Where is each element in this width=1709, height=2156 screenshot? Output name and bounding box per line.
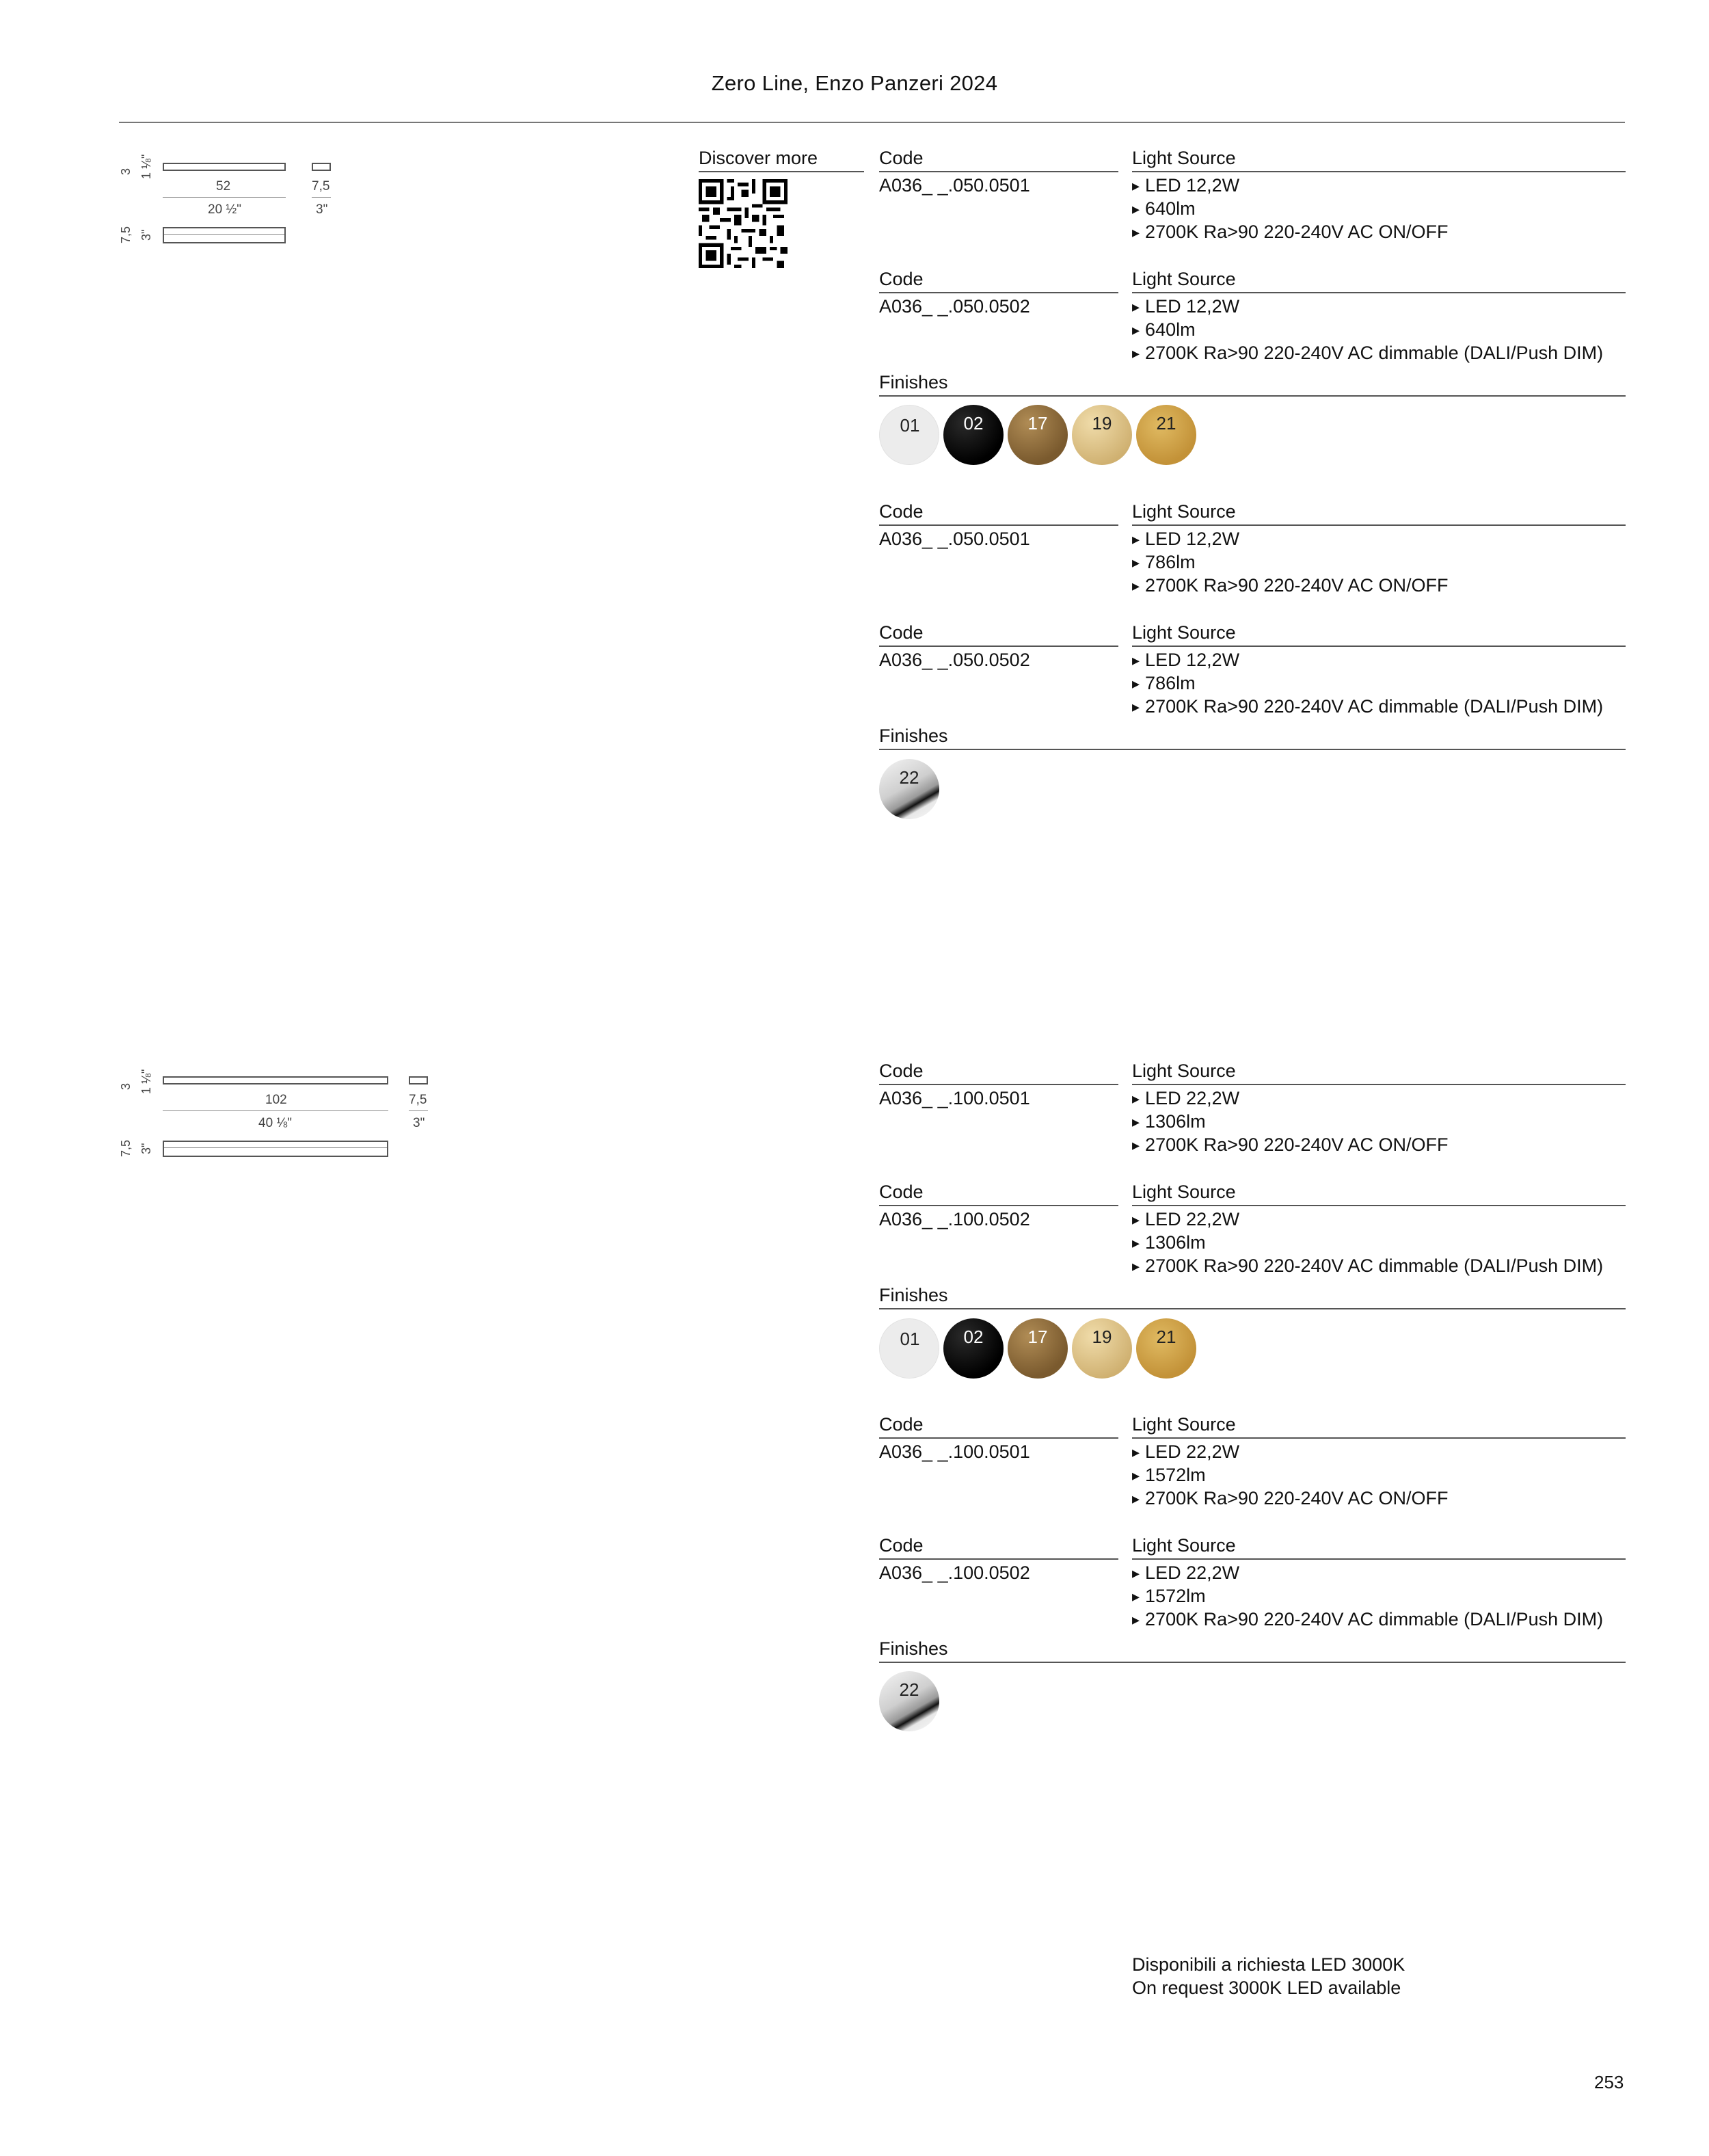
dim-height-in: 1 ⅛" bbox=[139, 154, 153, 179]
finish-swatch-21[interactable] bbox=[1136, 405, 1196, 465]
dim-depth-cm: 7,5 bbox=[312, 179, 330, 194]
dim-line bbox=[312, 197, 331, 198]
lumen-output: ▸ 1572lm bbox=[1132, 1584, 1206, 1609]
dim-depth-in: 3" bbox=[316, 202, 328, 217]
finishes-label: Finishes bbox=[879, 1285, 948, 1305]
discover-divider bbox=[699, 171, 864, 172]
fixture-top-view bbox=[163, 1076, 388, 1084]
divider bbox=[879, 524, 1118, 526]
dim-line bbox=[163, 197, 286, 198]
finish-swatch-label: 19 bbox=[1092, 413, 1112, 434]
light-spec: ▸ 2700K Ra>90 220-240V AC ON/OFF bbox=[1132, 1487, 1449, 1511]
product-code: A036_ _.050.0502 bbox=[879, 296, 1030, 317]
code-label: Code bbox=[879, 501, 924, 522]
divider bbox=[879, 1084, 1118, 1085]
product-code: A036_ _.050.0501 bbox=[879, 175, 1030, 196]
divider bbox=[1132, 171, 1626, 172]
finishes-label: Finishes bbox=[879, 372, 948, 392]
fixture-side-view bbox=[409, 1076, 428, 1084]
dim-height2-cm: 7,5 bbox=[119, 1139, 133, 1157]
led-power: ▸ LED 12,2W bbox=[1132, 174, 1239, 198]
page-title: Zero Line, Enzo Panzeri 2024 bbox=[711, 71, 998, 95]
dim-line bbox=[409, 1110, 428, 1111]
code-label: Code bbox=[879, 1061, 924, 1081]
divider bbox=[1132, 1558, 1626, 1560]
finishes-label: Finishes bbox=[879, 1638, 948, 1659]
lumen-output: ▸ 640lm bbox=[1132, 197, 1196, 222]
finish-swatch-label: 17 bbox=[1027, 1327, 1048, 1347]
light-spec: ▸ 2700K Ra>90 220-240V AC dimmable (DALI/Push DIM) bbox=[1132, 1608, 1603, 1632]
lumen-output: ▸ 786lm bbox=[1132, 671, 1196, 696]
divider bbox=[1132, 1084, 1626, 1085]
divider bbox=[879, 1437, 1118, 1439]
finish-swatch-22[interactable] bbox=[879, 1671, 939, 1731]
qr-code-icon[interactable] bbox=[699, 179, 788, 268]
divider bbox=[1132, 524, 1626, 526]
dim-length-in: 40 ⅛" bbox=[258, 1116, 293, 1130]
finish-swatch-label: 19 bbox=[1092, 1327, 1112, 1347]
finish-swatch-label: 02 bbox=[963, 413, 984, 434]
finish-swatch-01[interactable] bbox=[879, 405, 939, 465]
dim-depth-in: 3" bbox=[413, 1116, 425, 1130]
code-label: Code bbox=[879, 1535, 924, 1556]
code-label: Code bbox=[879, 269, 924, 289]
light-spec: ▸ 2700K Ra>90 220-240V AC ON/OFF bbox=[1132, 574, 1449, 598]
fixture-side-view bbox=[312, 163, 331, 171]
finish-swatch-label: 21 bbox=[1156, 1327, 1176, 1347]
finish-swatch-label: 21 bbox=[1156, 413, 1176, 434]
dim-length-cm: 102 bbox=[265, 1093, 287, 1107]
light-spec: ▸ 2700K Ra>90 220-240V AC ON/OFF bbox=[1132, 220, 1449, 245]
finish-swatch-02[interactable] bbox=[943, 405, 1004, 465]
light-spec: ▸ 2700K Ra>90 220-240V AC dimmable (DALI/Push DIM) bbox=[1132, 1254, 1603, 1279]
finish-swatch-label: 22 bbox=[899, 1679, 919, 1700]
finish-swatch-label: 01 bbox=[900, 1329, 920, 1349]
led-power: ▸ LED 12,2W bbox=[1132, 295, 1239, 319]
divider bbox=[1132, 646, 1626, 647]
divider bbox=[879, 395, 1626, 397]
dim-height2-in: 3" bbox=[139, 229, 153, 241]
light-source-label: Light Source bbox=[1132, 1182, 1236, 1202]
light-source-label: Light Source bbox=[1132, 501, 1236, 522]
product-code: A036_ _.100.0501 bbox=[879, 1088, 1030, 1108]
light-source-label: Light Source bbox=[1132, 622, 1236, 643]
code-label: Code bbox=[879, 148, 924, 168]
led-power: ▸ LED 22,2W bbox=[1132, 1561, 1239, 1586]
divider bbox=[879, 1662, 1626, 1663]
divider bbox=[879, 171, 1118, 172]
fixture-front-view bbox=[163, 227, 286, 243]
light-source-label: Light Source bbox=[1132, 1414, 1236, 1435]
product-code: A036_ _.050.0502 bbox=[879, 650, 1030, 670]
finish-swatch-17[interactable] bbox=[1008, 1318, 1068, 1379]
finish-swatch-label: 17 bbox=[1027, 413, 1048, 434]
light-spec: ▸ 2700K Ra>90 220-240V AC dimmable (DALI/Push DIM) bbox=[1132, 695, 1603, 719]
fixture-detail-line bbox=[164, 234, 284, 235]
dim-height-in: 1 ⅛" bbox=[139, 1069, 153, 1094]
divider bbox=[1132, 1437, 1626, 1439]
led-power: ▸ LED 22,2W bbox=[1132, 1087, 1239, 1111]
dim-height2-in: 3" bbox=[139, 1143, 153, 1154]
fixture-top-view bbox=[163, 163, 286, 171]
product-code: A036_ _.100.0501 bbox=[879, 1441, 1030, 1462]
code-label: Code bbox=[879, 622, 924, 643]
light-source-label: Light Source bbox=[1132, 1535, 1236, 1556]
fixture-detail-line bbox=[164, 1147, 387, 1148]
lumen-output: ▸ 1572lm bbox=[1132, 1463, 1206, 1488]
finish-swatch-22[interactable] bbox=[879, 759, 939, 819]
lumen-output: ▸ 1306lm bbox=[1132, 1231, 1206, 1255]
light-spec: ▸ 2700K Ra>90 220-240V AC dimmable (DALI/Push DIM) bbox=[1132, 341, 1603, 366]
lumen-output: ▸ 640lm bbox=[1132, 318, 1196, 343]
availability-note-en: On request 3000K LED available bbox=[1132, 1978, 1401, 1998]
dim-length-cm: 52 bbox=[216, 179, 231, 194]
dim-height-cm: 3 bbox=[119, 1082, 133, 1090]
dim-length-in: 20 ½" bbox=[208, 202, 242, 217]
finish-swatch-label: 02 bbox=[963, 1327, 984, 1347]
lumen-output: ▸ 1306lm bbox=[1132, 1110, 1206, 1134]
led-power: ▸ LED 12,2W bbox=[1132, 648, 1239, 673]
finish-swatch-21[interactable] bbox=[1136, 1318, 1196, 1379]
divider bbox=[879, 749, 1626, 750]
light-source-label: Light Source bbox=[1132, 148, 1236, 168]
light-source-label: Light Source bbox=[1132, 1061, 1236, 1081]
finish-swatch-label: 01 bbox=[900, 415, 920, 436]
dim-depth-cm: 7,5 bbox=[409, 1093, 427, 1107]
discover-more-label: Discover more bbox=[699, 148, 818, 168]
divider bbox=[1132, 1205, 1626, 1206]
finish-swatch-17[interactable] bbox=[1008, 405, 1068, 465]
header-divider bbox=[119, 122, 1625, 123]
led-power: ▸ LED 22,2W bbox=[1132, 1440, 1239, 1465]
light-source-label: Light Source bbox=[1132, 269, 1236, 289]
led-power: ▸ LED 12,2W bbox=[1132, 527, 1239, 552]
divider bbox=[879, 1558, 1118, 1560]
page-number: 253 bbox=[1594, 2072, 1624, 2092]
dim-height2-cm: 7,5 bbox=[119, 226, 133, 243]
divider bbox=[879, 292, 1118, 293]
lumen-output: ▸ 786lm bbox=[1132, 550, 1196, 575]
finish-swatch-label: 22 bbox=[899, 767, 919, 788]
product-code: A036_ _.100.0502 bbox=[879, 1209, 1030, 1229]
divider bbox=[1132, 292, 1626, 293]
light-spec: ▸ 2700K Ra>90 220-240V AC ON/OFF bbox=[1132, 1133, 1449, 1158]
dim-height-cm: 3 bbox=[119, 168, 133, 175]
divider bbox=[879, 1205, 1118, 1206]
finish-swatch-01[interactable] bbox=[879, 1318, 939, 1379]
code-label: Code bbox=[879, 1182, 924, 1202]
finishes-label: Finishes bbox=[879, 726, 948, 746]
dim-line bbox=[163, 1110, 388, 1111]
divider bbox=[879, 1308, 1626, 1309]
availability-note-it: Disponibili a richiesta LED 3000K bbox=[1132, 1954, 1405, 1975]
product-code: A036_ _.100.0502 bbox=[879, 1562, 1030, 1583]
product-code: A036_ _.050.0501 bbox=[879, 529, 1030, 549]
finish-swatch-19[interactable] bbox=[1072, 405, 1132, 465]
divider bbox=[879, 646, 1118, 647]
fixture-front-view bbox=[163, 1141, 388, 1157]
finish-swatch-19[interactable] bbox=[1072, 1318, 1132, 1379]
code-label: Code bbox=[879, 1414, 924, 1435]
led-power: ▸ LED 22,2W bbox=[1132, 1208, 1239, 1232]
finish-swatch-02[interactable] bbox=[943, 1318, 1004, 1379]
